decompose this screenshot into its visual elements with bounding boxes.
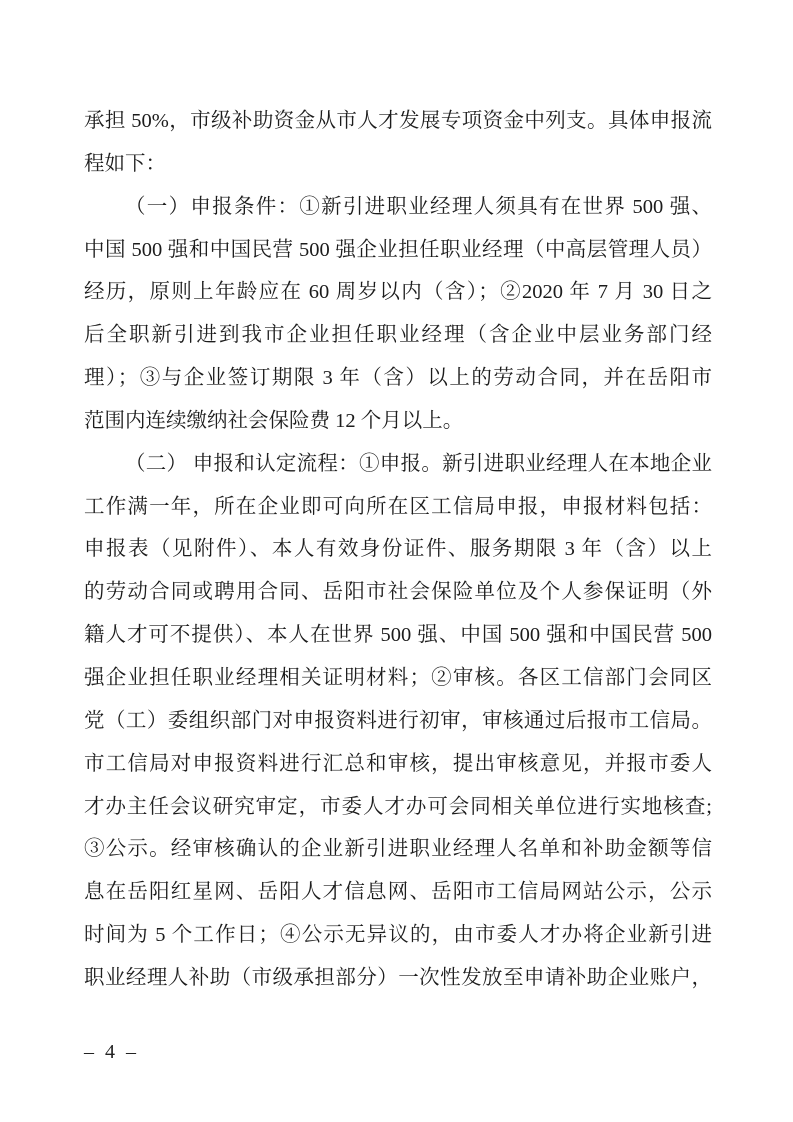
text-line: ③公示。经审核确认的企业新引进职业经理人名单和补助金额等信 [84, 838, 712, 861]
text-line: 强企业担任职业经理相关证明材料；②审核。各区工信部门会同区 [84, 666, 712, 689]
text-line: 籍人才可不提供）、本人在世界 500 强、中国 500 强和中国民营 500 [84, 624, 712, 647]
text-line: 市工信局对申报资料进行汇总和审核，提出审核意见，并报市委人 [84, 752, 712, 775]
text-line: 范围内连续缴纳社会保险费 12 个月以上。 [84, 409, 464, 432]
text-line: 时间为 5 个工作日；④公示无异议的，由市委人才办将企业新引进 [84, 924, 712, 947]
text-line: 党（工）委组织部门对申报资料进行初审，审核通过后报市工信局。 [84, 709, 712, 732]
text-line: 中国 500 强和中国民营 500 强企业担任职业经理（中高层管理人员） [84, 238, 712, 261]
text-line: 经历，原则上年龄应在 60 周岁以内（含）；②2020 年 7 月 30 日之 [84, 281, 712, 304]
text-line: 职业经理人补助（市级承担部分）一次性发放至申请补助企业账户， [84, 966, 712, 989]
text-line: 理）；③与企业签订期限 3 年（含）以上的劳动合同，并在岳阳市 [84, 367, 712, 390]
text-line: 申报表（见附件）、本人有效身份证件、服务期限 3 年（含）以上 [84, 538, 712, 561]
text-line: 息在岳阳红星网、岳阳人才信息网、岳阳市工信局网站公示，公示 [84, 881, 712, 904]
text-line: 工作满一年，所在企业即可向所在区工信局申报，申报材料包括： [84, 495, 712, 518]
text-line: （二） 申报和认定流程：①申报。新引进职业经理人在本地企业 [125, 452, 712, 475]
document-body [84, 100, 712, 1000]
text-line: 才办主任会议研究审定，市委人才办可会同相关单位进行实地核查; [84, 795, 712, 818]
text-line: 承担 50%，市级补助资金从市人才发展专项资金中列支。具体申报流 [84, 110, 712, 132]
text-line: （一）申报条件：①新引进职业经理人须具有在世界 500 强、 [125, 195, 712, 218]
page-number: – 4 – [84, 1041, 139, 1063]
text-line: 程如下： [84, 152, 166, 175]
text-line: 的劳动合同或聘用合同、岳阳市社会保险单位及个人参保证明（外 [84, 581, 712, 604]
text-line: 后全职新引进到我市企业担任职业经理（含企业中层业务部门经 [84, 324, 712, 347]
